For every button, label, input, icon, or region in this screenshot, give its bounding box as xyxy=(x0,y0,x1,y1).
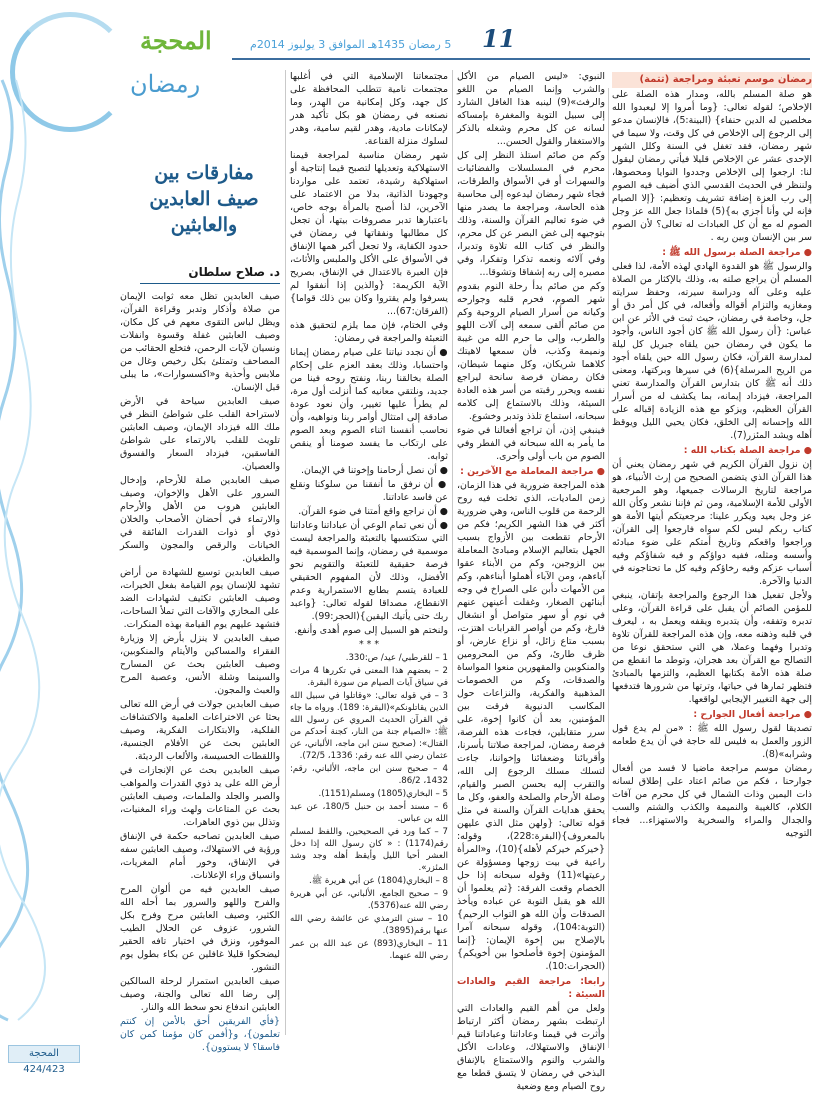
issue-date: 5 رمضان 1435هـ الموافق 3 يوليوز 2014م xyxy=(250,38,452,51)
sidebar-article-title xyxy=(126,160,282,260)
paragraph: صيف العابدين توسيع للشهادة من أراض تشهد للإنسان يوم القيامة بفعل الخيرات، وصيف العابثين تكثيف لشهادات الضد على المخازي والآفات التي تملأ الساحات، فتشهد عليهم يوم القيامة بهذه المنكرات. xyxy=(120,567,280,630)
paragraph: شهر رمضان مناسبة لمراجعة قيمنا الاستهلاكية وتعديلها لتصبح قيما إنتاجية أو استهلاكية رشيدة، تعتمد على مواردنا وجهودنا الذاتية، بدلا من الاعتماد على الآخرين، لذا أصبح بالمرأة بوجه خاص، باعتبارها تدبر مصروفات بيتها، أن تجعل كل مطالبها ونفقاتها في رمضان في حدود الكفاية، ولا تجعل أكبر همها الإنفاق في الأسواق على الأكل والملبس والأثاث، فإن العبرة بالاعتدال في الإنفاق، بصريح الآية الكريمة: {والذين إذا أنفقوا لم يسرفوا ولم يقتروا وكان بين ذلك قواما}(الفرقان:67)... xyxy=(290,150,448,317)
bullet-icon: ● xyxy=(593,466,605,477)
list-item: ● أن نراجع واقع أمتنا في ضوء القرآن. xyxy=(298,506,448,517)
magazine-brand-name: المحجة xyxy=(140,26,212,55)
section-heading: ● مراجعة الصلة بكتاب الله : xyxy=(683,445,812,456)
sidebar-article-body xyxy=(120,290,280,1053)
footnote: 4 – صحيح سنن ابن ماجه، الألباني، رقم: 1432، 86/2. xyxy=(290,764,448,786)
bullet-icon: ● xyxy=(800,709,812,720)
page-number: 11 xyxy=(482,24,516,53)
paragraph: وفي الختام، فإن مما يلزم لتحقيق هذه التعبئة والمراجعة في رمضان: xyxy=(290,320,448,344)
footnote: 3 – في قوله تعالى: «وقاتلوا في سبيل الله الذين يقاتلونكم»(البقرة: 189). ورواه ما جاء في القرآن الحديث المروي عن رسول الله ﷺ: «الصيام جنة من النار، كجنة أحدكم من القتال»: (صحيح سنن ابن ماجه، الألباني، عن عثمان رضي الله عنه رقم: 1336، 72/5). xyxy=(290,691,448,761)
bullet-icon: ● xyxy=(436,465,448,476)
footnote: 7 – كما ورد في الصحيحين، واللفظ لمسلم رقم(1174) : « كان رسول الله إذا دخل العشر أحيا الليل وأيقظ أهله وجد وشد المئزر». xyxy=(290,827,448,873)
paragraph: صيف العابدين لا ينزل بأرض إلا وزيارة الفقراء والمساكين والأيتام والمنكوبين، وصيف العابثين بحث عن المسارح والسينما وشلة الأنس، وعصبة المرح والعبث والمجون. xyxy=(120,633,280,696)
bullet-icon: ● xyxy=(800,445,812,456)
paragraph: صيف العابدين فيه من ألوان المرح والفرح واللهو والسرور بما أحله الله الكثير، وصيف العابثين مرح وفرح بكل الشرور، عزوف عن الحلال الطيب الموفور، ونزق في اختيار تافه الحقير ليضحكوا قليلا غافلين عن بكاء بطول يوم النشور. xyxy=(120,884,280,973)
section-heading: رابعا: مراجعة القيم والعادات السيئة : xyxy=(457,976,605,1000)
list-item: ● أن نعي تمام الوعي أن عباداتنا وعاداتنا التي ستكتسبها بالتعبئة والمراجعة ليست موسمية في رمضان، وإنما الموسمية فيه فرصة حقيقية للتعبئة والتقويم نحو الأفضل، وذلك لأن المفهوم الحقيقي للعبادة يتسم بطابع الاستمرارية وعدم الانقطاع، مصداقا لقوله تعالى: {واعبد ربك حتى يأتيك اليقين}(الحجر:99). xyxy=(290,520,448,622)
paragraph: ولعل من أهم القيم والعادات التي ارتبطت بشهر رمضان أكثر ارتباط وأثرت في قيمنا وعاداتنا وعباداتنا قيم الإنفاق والاستهلاك، وعادات الأكل والشرب والنوم والاستمتاع بالإنفاق البذخي في رمضان لا يتسق قطعا مع روح الصيام ومع وضعية xyxy=(457,1003,605,1092)
paragraph: فينبغي إذن، أن تراجع أفعالنا في ضوء ما يأمر به الله سبحانه في الفطر وفي الصوم من باب أولى وأحرى. xyxy=(457,425,605,462)
footnote: 11 – البخاري(893) عن عبد الله بن عمر رضي الله عنهما. xyxy=(290,939,448,961)
footnote: 10 – سنن الترمذي عن عائشة رضي الله عنها برقم(3895). xyxy=(290,914,448,936)
paragraph: وكم من صائم استلذ النظر إلى كل محرم في المسلسلات والفضائيات والسهرات أو في الأسواق والطرقات، فجاء شهر رمضان ليدعوه إلى محاسبة هذه الحاسة، ومراجعة ما يصدر منها في ضوء تعاليم القرآن والسنة، وذلك بتوجيهه إلى غض البصر عن كل محرم، والنظر في كتاب الله تلاوة وتدبرا، وفي آلائه ونعمه تذكرا وتفكرا، وفي مصيره إلى ربه إشفاقا وتشوقا... xyxy=(457,150,605,278)
bullet-icon: ● xyxy=(433,479,448,490)
decorative-side-strip xyxy=(0,80,112,1020)
article-kicker: رمضان موسم تعبئة ومراجعة (تتمة) xyxy=(612,72,812,88)
author-name: د. صلاح سلطان xyxy=(140,265,280,284)
paragraph: مجتمعاتنا الإسلامية التي في أغلبها مجتمعات نامية تتطلب المحافظة على كل جهد، وكل إمكانية من الهدر، وما نصنعه في رمضان هو بكل تأكيد هدر لإمكانات مادية، وهدر لقيم سامية، وهدر لسلوك منزلة القناعة. xyxy=(290,71,448,147)
footnote: 9 – صحيح الجامع، الألباني، عن أبي هريرة رضي الله عنه(5376). xyxy=(290,889,448,911)
paragraph: والرسول ﷺ هو القدوة الهادي لهذه الأمة، لذا فعلى المسلم أن يراجع صلته به، وذلك بالإكثار من الصلاة عليه وعلى آله ودراسة سيرته، وحفظ سرايته ومغازيه والتزام أقواله وأفعاله، في كل أمر دق أو جل، وخاصة في رمضان، حيث ثبت في الأثر عن ابن عباس: {أن رسول الله ﷺ كان أجود الناس، وأجود ما يكون في رمضان حين يلقاه جبريل كل ليلة لمدارسة القرآن، فكان رسول الله حين يلقاه أجود من الريح المرسلة}(6) في سيرها وبركتها، ومعنى ذلك أنه ﷺ كان بتدارس القرآن والمدارسة تعني المراجعة، فيزداد إيمانه، بما يكشف له من أسرار القرآن العظيم، ويزكو مع هذه الزيادة إقباله على الله وإحسانه إلى الخلق، فكان يحيي الليل ويوقظ أهله ويشد المئزر(7). xyxy=(612,261,812,441)
list-item: ● أن نرفق ما أنفقنا من سلوكنا ونقلع عن فاسد عاداتنا. xyxy=(290,479,448,503)
paragraph: النبوي: «ليس الصيام من الأكل والشرب وإنما الصيام من اللغو والرفث»(9) لينبه هذا الغافل الشارد إلى سبيل التوبة والمغفرة بإمساكه لسانه عن كل محرم وشغله بالذكر والاستغفار والقول الحسن... xyxy=(457,71,605,147)
paragraph: رمضان موسم مراجعة ماضيا لا فسد من أفعال جوارحنا ، فكم من صائم اعتاد على إطلاق لسانه ذات اليمين وذات الشمال في كل محرم من آفات الكلام، كالغيبة والنميمة والكذب والشتم والسب والجدال والمراء والسخرية والاستهزاء... فجاء التوجيه xyxy=(612,763,812,839)
section-heading: ● مراجعة الصلة برسول الله ﷺ : xyxy=(662,247,812,258)
article-column-3 xyxy=(290,70,448,1035)
header-divider xyxy=(232,58,810,60)
list-item: ● أن نصل أرحامنا وإخوتنا في الإيمان. xyxy=(301,465,448,476)
section-heading: ● مراجعة أفعال الجوارح : xyxy=(693,709,812,720)
issue-number-badge: المحجة 424/423 xyxy=(8,1045,80,1063)
paragraph: ولأجل تفعيل هذا الرجوع والمراجعة بإتقان، ينبغي للمؤمن الصائم أن يقبل على قراءة القرآن، وعلى تدبره وتفقه، وأن يتدبره ويقفه ويعمل به ، ليعرف في قلبه وذهنه معه، وإن هذه المراجعة للقرآن تلاوة وتدبرا وفهما وعملا، هي التي ستحقق نوعا من التصالح مع القرآن بعد هجران، وتوطد ما انقطع من صلة هذه الأمة بكتابها العظيم، والتزمها بالمبادئ فتظهر ثمارها في حياتها، وترتها من شرورها فتدفعها إلى جهة التغيير الإيجابي لواقعها. xyxy=(612,590,812,705)
paragraph: صيف العابدين سياحة في الأرض لاستراحة القلب على شواطئ النظر في ملك الله فيزداد الإيمان، وصيف العابثين تلويث للقلب بالارتماء على شواطئ الفاسقين، فيزداد السعار والفسوق والعصيان. xyxy=(120,396,280,472)
paragraph: صيف العابدين بحث عن الإنجازات في أرض الله على يد ذوي القدرات والمواهب والصبر والجلد والملمات، وصيف العابثين بحث عن المتاعات ولهث وراء المغنيات، وتذلل بين ذوي العاهرات. xyxy=(120,765,280,828)
footnotes xyxy=(290,652,448,962)
paragraph: صيف العابدين صلة للأرحام، وإدخال السرور على الأهل والإخوان، وصيف العابثين هروب من الأهل والأرحام والارتماء في أحضان الأصحاب والخلان ذوي أو ذوات القدرات الفائقة في الخيانات والرقص والمجون والسكر والطغيان. xyxy=(120,475,280,564)
footnote: 6 – مسند أحمد بن حنبل 180/5، عن عبد الله بن عباس. xyxy=(290,802,448,824)
article-column-1 xyxy=(612,88,812,1048)
title-line-2: صيف العابدين والعابثين xyxy=(149,188,259,236)
paragraph: هذه المراجعة ضرورية في هذا الزمان، زمن الماديات، الذي تخلت فيه روح الرحمة من قلوب الناس، وهي ضرورية أكثر في هذا الشهر الكريم؛ فكم من الأرحام تقطعت بين الأزواج بسبب الجهل بتعاليم الإسلام ومبادئ المعاملة بين الزوجين، وكم من الأبناء عقوا آباءهم، ومن الآباء أهملوا أبناءهم، وكم من الأمهات دأبن على الصراخ في وجه أبنائهن الصغار، وغفلت أعينهن عنهم في نوم أو سهر متواصل أو انشغال فارغ، وكم من أواصر القرابات اهتزت، بسبب متاع زائل، أو نزاع عارض، أو ظرف طارئ، وكم من المحرومين والمنكوبين والمقهورين منعوا المواساة والصدقات، وكم من الخصومات المذهبية والفكرية، والنزاعات حول المكاسب الدنيوية فرقت بين المؤمنين، بعد أن كانوا إخوة، على سرر متقابلين، فجاءت هذه الفرصة، فرصة رمضان، لمراجعة صلاتنا بأسرنا، وأقربائنا وضعفائنا وإخواننا، جاءت لتسلك مسلك الرجوع إلى الله، والتقرب إليه بحسن الصبر والقيام، وصلة الأرحام والصلحة والعفو، وكل ما يحقق هدايات القرآن والسنة في مثل قوله تعالى: {ولهن مثل الذي عليهن بالمعروف}(البقرة:228)، وقوله: {خيركم خيركم لأهله}(10)، و«المرأة راعية في بيت زوجها ومسؤولة عن رعيتها»(11) وقوله سبحانه إذا حل الخصام وقعت الفرقة: {ثم يعلموا أن الله هو يقبل التوبة عن عباده ويأخذ الصدقات وأن الله هو التواب الرحيم}(التوبة:104)، وقوله سبحانه آمرا بالإصلاح بين إخوة الإيمان: {إنما المؤمنون إخوة فأصلحوا بين أخويكم}(الحجرات:10). xyxy=(457,480,606,972)
wave-pattern-icon xyxy=(0,80,112,1020)
list-item: ● أن نجدد نياتنا على صيام رمضان إيمانا واحتسابا، وذلك بعقد العزم على إحكام الصلة بخالقنا ربنا، ونفتح روحه فينا من جديد، ونلتقي معانيه كما أنزلت أول مرة، لم يطرأ عليها تغيير، وأن نعود عودة صادقة إلى امتثال أوامر ربنا ونواهيه، وأن نحاسب أنفسنا اثناء الصوم وبعد الصوم على ارتكاب ما يفسد صومنا أو ينقص ثوابه. xyxy=(290,347,448,462)
paragraph: صيف العابدين تظل معه ثوابت الإيمان من صلاة وأذكار وتدبر وقراءة القرآن، ويظل لباس التقوى معهم في كل مكان، وصيف العابثين غفلة وقسوة وانفلات ونسيان لآيات الرحمن، فتخلع الحقائب من المصاحف وتمتلئ بكل رخيص وغال من ملابس وأحذية و«اكسسوارات»، ما يبلى قبل الإنسان. xyxy=(120,291,280,393)
title-line-1: مفارقات بين xyxy=(154,162,254,184)
column-divider xyxy=(608,88,609,1048)
paragraph: صيف العابدين جولات في أرض الله تعالى بحثا عن الاختراعات العلمية والاكتشافات الفلكية، والابتكارات الفكرية، وصيف العابثين بحث عن الأفلام الجنسية، واللقطات الخسيسة، والألعاب الرديئة. xyxy=(120,699,280,762)
bullet-icon: ● xyxy=(436,520,448,531)
paragraph: ولنختم هو السبيل إلى صوم أهدى وأنفع. xyxy=(294,625,448,636)
separator: * * * xyxy=(358,639,380,650)
page-header xyxy=(0,0,822,98)
paragraph: هو صلة المسلم بالله، ومدار هذه الصلة على الإخلاص؛ لقوله تعالى: {وما أمروا إلا ليعبدوا الله مخلصين له الدين حنفاء} (البينة:5)، فالإنسان مدعو إلى الرجوع إلى الإخلاص في كل وقت، ولا سيما في شهر رمضان، فقد تغفل في السنة وكلل الشهر الإحدى عشر عن الإخلاص قليلا فيأتي رمضان ليقول لنا: ارجعوا إلى الإخلاص وجددوا النوايا ومحصوها، ولننظر في الحديث القدسي الذي أضيف فيه الصوم إلى رب العزة إضافة تشريف وتعظيم: {إلا الصيام فإنه لي وأنا أجزي به}(5) فلماذا جعل الله عز وجل الصوم له مع أن كل العبادات له تعالى؟ لأن الصوم سر بين الإنسان وبين ربه . xyxy=(612,89,813,243)
paragraph: تصديقا لقول رسول الله ﷺ : «من لم يدع قول الزور والعمل به فليس لله حاجة في أن يدع طعامه وشرابه»(8). xyxy=(612,723,812,760)
column-divider xyxy=(285,70,286,1035)
bullet-icon: ● xyxy=(800,247,812,258)
footnote: 1 – للقرطبي/ عيد/ ص:330. xyxy=(345,653,448,663)
paragraph: إن نزول القرآن الكريم في شهر رمضان يعني أن هذا القرآن الذي يتضمن الصحيح من إرث الأنبياء، هو مراجعة لتاريخ الرسالات جميعها، وهو المرجعية الأولى للأمة الإسلامية، ومن ثم فإننا نشعر وكأن الله عز وجل يعيد ويكرر علينا: مرجعيتكم أيتها الأمة هو كتاب ربكم ليس لكم سواه فارجعوا إلى القرآن، وراجعوا واقعكم وتاريخ أمتكم على ضوء مبادئه وأسسه ومثله، ففيه دواؤكم و فيه شفاؤكم وفيه أسباب عزكم وفيه رخاؤكم وفيه كل ما تحتاجونه في الدنيا والآخرة. xyxy=(612,459,812,587)
bullet-icon: ● xyxy=(436,506,448,517)
footnote: 2 – بعضهم هذا المعنى في تكررها 4 مرات في سياق آيات الصيام من سورة البقرة. xyxy=(290,666,448,688)
paragraph: صيف العابدين تصاحبه حكمة في الإنفاق ورؤية في الاستهلاك، وصيف العابثين سفه في الإنفاق، وخور أمام المغريات، وانسياق وراء الإعلانات. xyxy=(120,831,280,881)
footnote: 5 – البخاري(1805) ومسلم(1151). xyxy=(318,789,448,799)
article-column-2 xyxy=(457,70,606,1092)
paragraph: وكم من صائم بدأ رحلة النوم بقدوم شهر الصوم، فحرم قلبه وجوارحه وكيانه من أسرار الصيام الروحية وكم من صائم ألقى سمعه إلى آلات اللهو والطرب، وإلى ما حرم الله من غيبة ونميمة وكذب، فأن سمعها لاهيتك كلاهما شريكان، وكل منهما شيطان، فكان رمضان فرصة سانحة ليراجع نفسه ويحرر رقبته من أسر هذه العادة السيئة، وذلك بالاستماع إلى كلامه سبحانه، استماع تلذذ وتدبر وخشوع. xyxy=(457,281,605,422)
paragraph: صيف العابدين استمرار لرحلة السالكين إلى رضا الله تعالى والجنة، وصيف العابثين اندفاع نحو سخط الله والنار. xyxy=(120,976,280,1013)
section-heading: ● مراجعة المعاملة مع الآخرين : xyxy=(460,466,605,477)
footnote: 8 – البخاري(1804) عن أبي هريرة ﷺ. xyxy=(308,876,448,886)
column-divider xyxy=(452,70,453,1035)
closing-quote: {فأي الفريقين أحق بالأمن إن كنتم تعلمون}، و{أفمن كان مؤمنا كمن كان فاسقا؟ لا يستوون}. xyxy=(120,1016,280,1053)
bullet-icon: ● xyxy=(436,347,448,358)
ramadan-calligraphy: رمضان xyxy=(130,70,201,98)
